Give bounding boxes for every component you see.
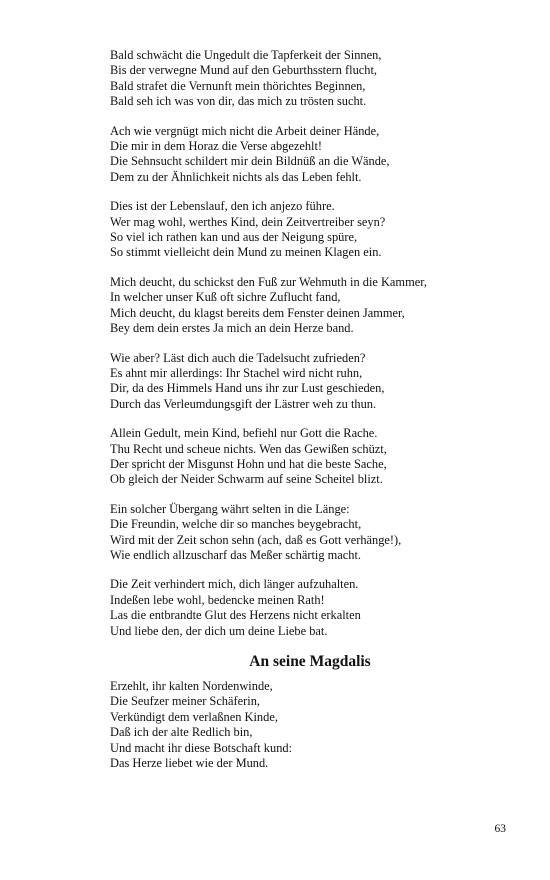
verse-line: Die Zeit verhindert mich, dich länger aufzuhalten. (110, 577, 359, 592)
verse-line: Bald seh ich was von dir, das mich zu trösten sucht. (110, 94, 367, 109)
verse-line: Ach wie vergnügt mich nicht die Arbeit deiner Hände, (110, 123, 380, 138)
verse-line: So stimmt vielleicht dein Mund zu meinen Klagen ein. (110, 245, 382, 260)
verse-line: Dem zu der Ähnlichkeit nichts als das Leben fehlt. (110, 169, 362, 184)
verse-line: Thu Recht und scheue nichts. Wen das Gewißen schüzt, (110, 441, 387, 456)
verse-line: Ob gleich der Neider Schwarm auf seine Scheitel blizt. (110, 472, 383, 487)
stanza-2 (110, 124, 510, 186)
poem-title: An seine Magdalis (249, 653, 371, 670)
verse-line: So viel ich rathen kan und aus der Neigung spüre, (110, 230, 358, 245)
verse-line: Ein solcher Übergang währt selten in die Länge: (110, 501, 350, 516)
verse-line: Die Sehnsucht schildert mir dein Bildnüß an die Wände, (110, 154, 390, 169)
verse-line: Es ahnt mir allerdings: Ihr Stachel wird nicht ruhn, (110, 365, 363, 380)
stanza-8 (110, 577, 510, 639)
verse-line: Verkündigt dem verlaßnen Kinde, (110, 709, 278, 724)
stanza-1 (110, 48, 510, 110)
stanza-3 (110, 199, 510, 261)
verse-line: Und macht ihr diese Botschaft kund: (110, 740, 293, 755)
verse-line: Durch das Verleumdungsgift der Lästrer weh zu thun. (110, 396, 377, 411)
verse-line: Wie endlich allzuscharf das Meßer schärtig macht. (110, 547, 361, 562)
verse-line: Daß ich der alte Redlich bin, (110, 725, 253, 740)
verse-line: Bey dem dein erstes Ja mich an dein Herze band. (110, 321, 354, 336)
verse-line: Bis der verwegne Mund auf den Geburthsstern flucht, (110, 63, 378, 78)
page-number: 63 (494, 823, 506, 835)
stanza-6 (110, 426, 510, 488)
verse-line: Wie aber? Läst dich auch die Tadelsucht zufrieden? (110, 350, 366, 365)
verse-line: Dir, da des Himmels Hand uns ihr zur Lust geschieden, (110, 381, 385, 396)
verse-line: Bald schwächt die Ungedult die Tapferkeit der Sinnen, (110, 48, 382, 62)
verse-line: Las die entbrandte Glut des Herzens nicht erkalten (110, 608, 361, 623)
verse-line: Bald strafet die Vernunft mein thörichtes Beginnen, (110, 78, 366, 93)
page-text-block (110, 48, 510, 785)
verse-line: Indeßen lebe wohl, bedencke meinen Rath! (110, 592, 325, 607)
verse-line: Die Freundin, welche dir so manches beygebracht, (110, 517, 362, 532)
verse-line: Dies ist der Lebenslauf, den ich anjezo führe. (110, 199, 335, 214)
verse-line: Wer mag wohl, werthes Kind, dein Zeitvertreiber seyn? (110, 214, 386, 229)
verse-line: Erzehlt, ihr kalten Nordenwinde, (110, 679, 273, 693)
verse-line: Wird mit der Zeit schon sehn (ach, daß es Gott verhänge!), (110, 532, 402, 547)
stanza-4 (110, 275, 510, 337)
verse-line: Allein Gedult, mein Kind, befiehl nur Gott die Rache. (110, 426, 378, 441)
stanza-7 (110, 502, 510, 564)
verse-line: Mich deucht, du schickst den Fuß zur Wehmuth in die Kammer, (110, 274, 427, 289)
verse-line: Und liebe den, der dich um deine Liebe bat. (110, 623, 328, 638)
stanza-5 (110, 351, 510, 413)
verse-line: In welcher unser Kuß oft sichre Zuflucht fand, (110, 290, 341, 305)
verse-line: Mich deucht, du klagst bereits dem Fenster deinen Jammer, (110, 305, 405, 320)
verse-line: Das Herze liebet wie der Mund. (110, 756, 269, 771)
verse-line: Die Seufzer meiner Schäferin, (110, 694, 260, 709)
verse-line: Der spricht der Misgunst Hohn und hat die beste Sache, (110, 456, 387, 471)
stanza-poem2 (110, 679, 510, 771)
verse-line: Die mir in dem Horaz die Verse abgezehlt! (110, 139, 323, 154)
